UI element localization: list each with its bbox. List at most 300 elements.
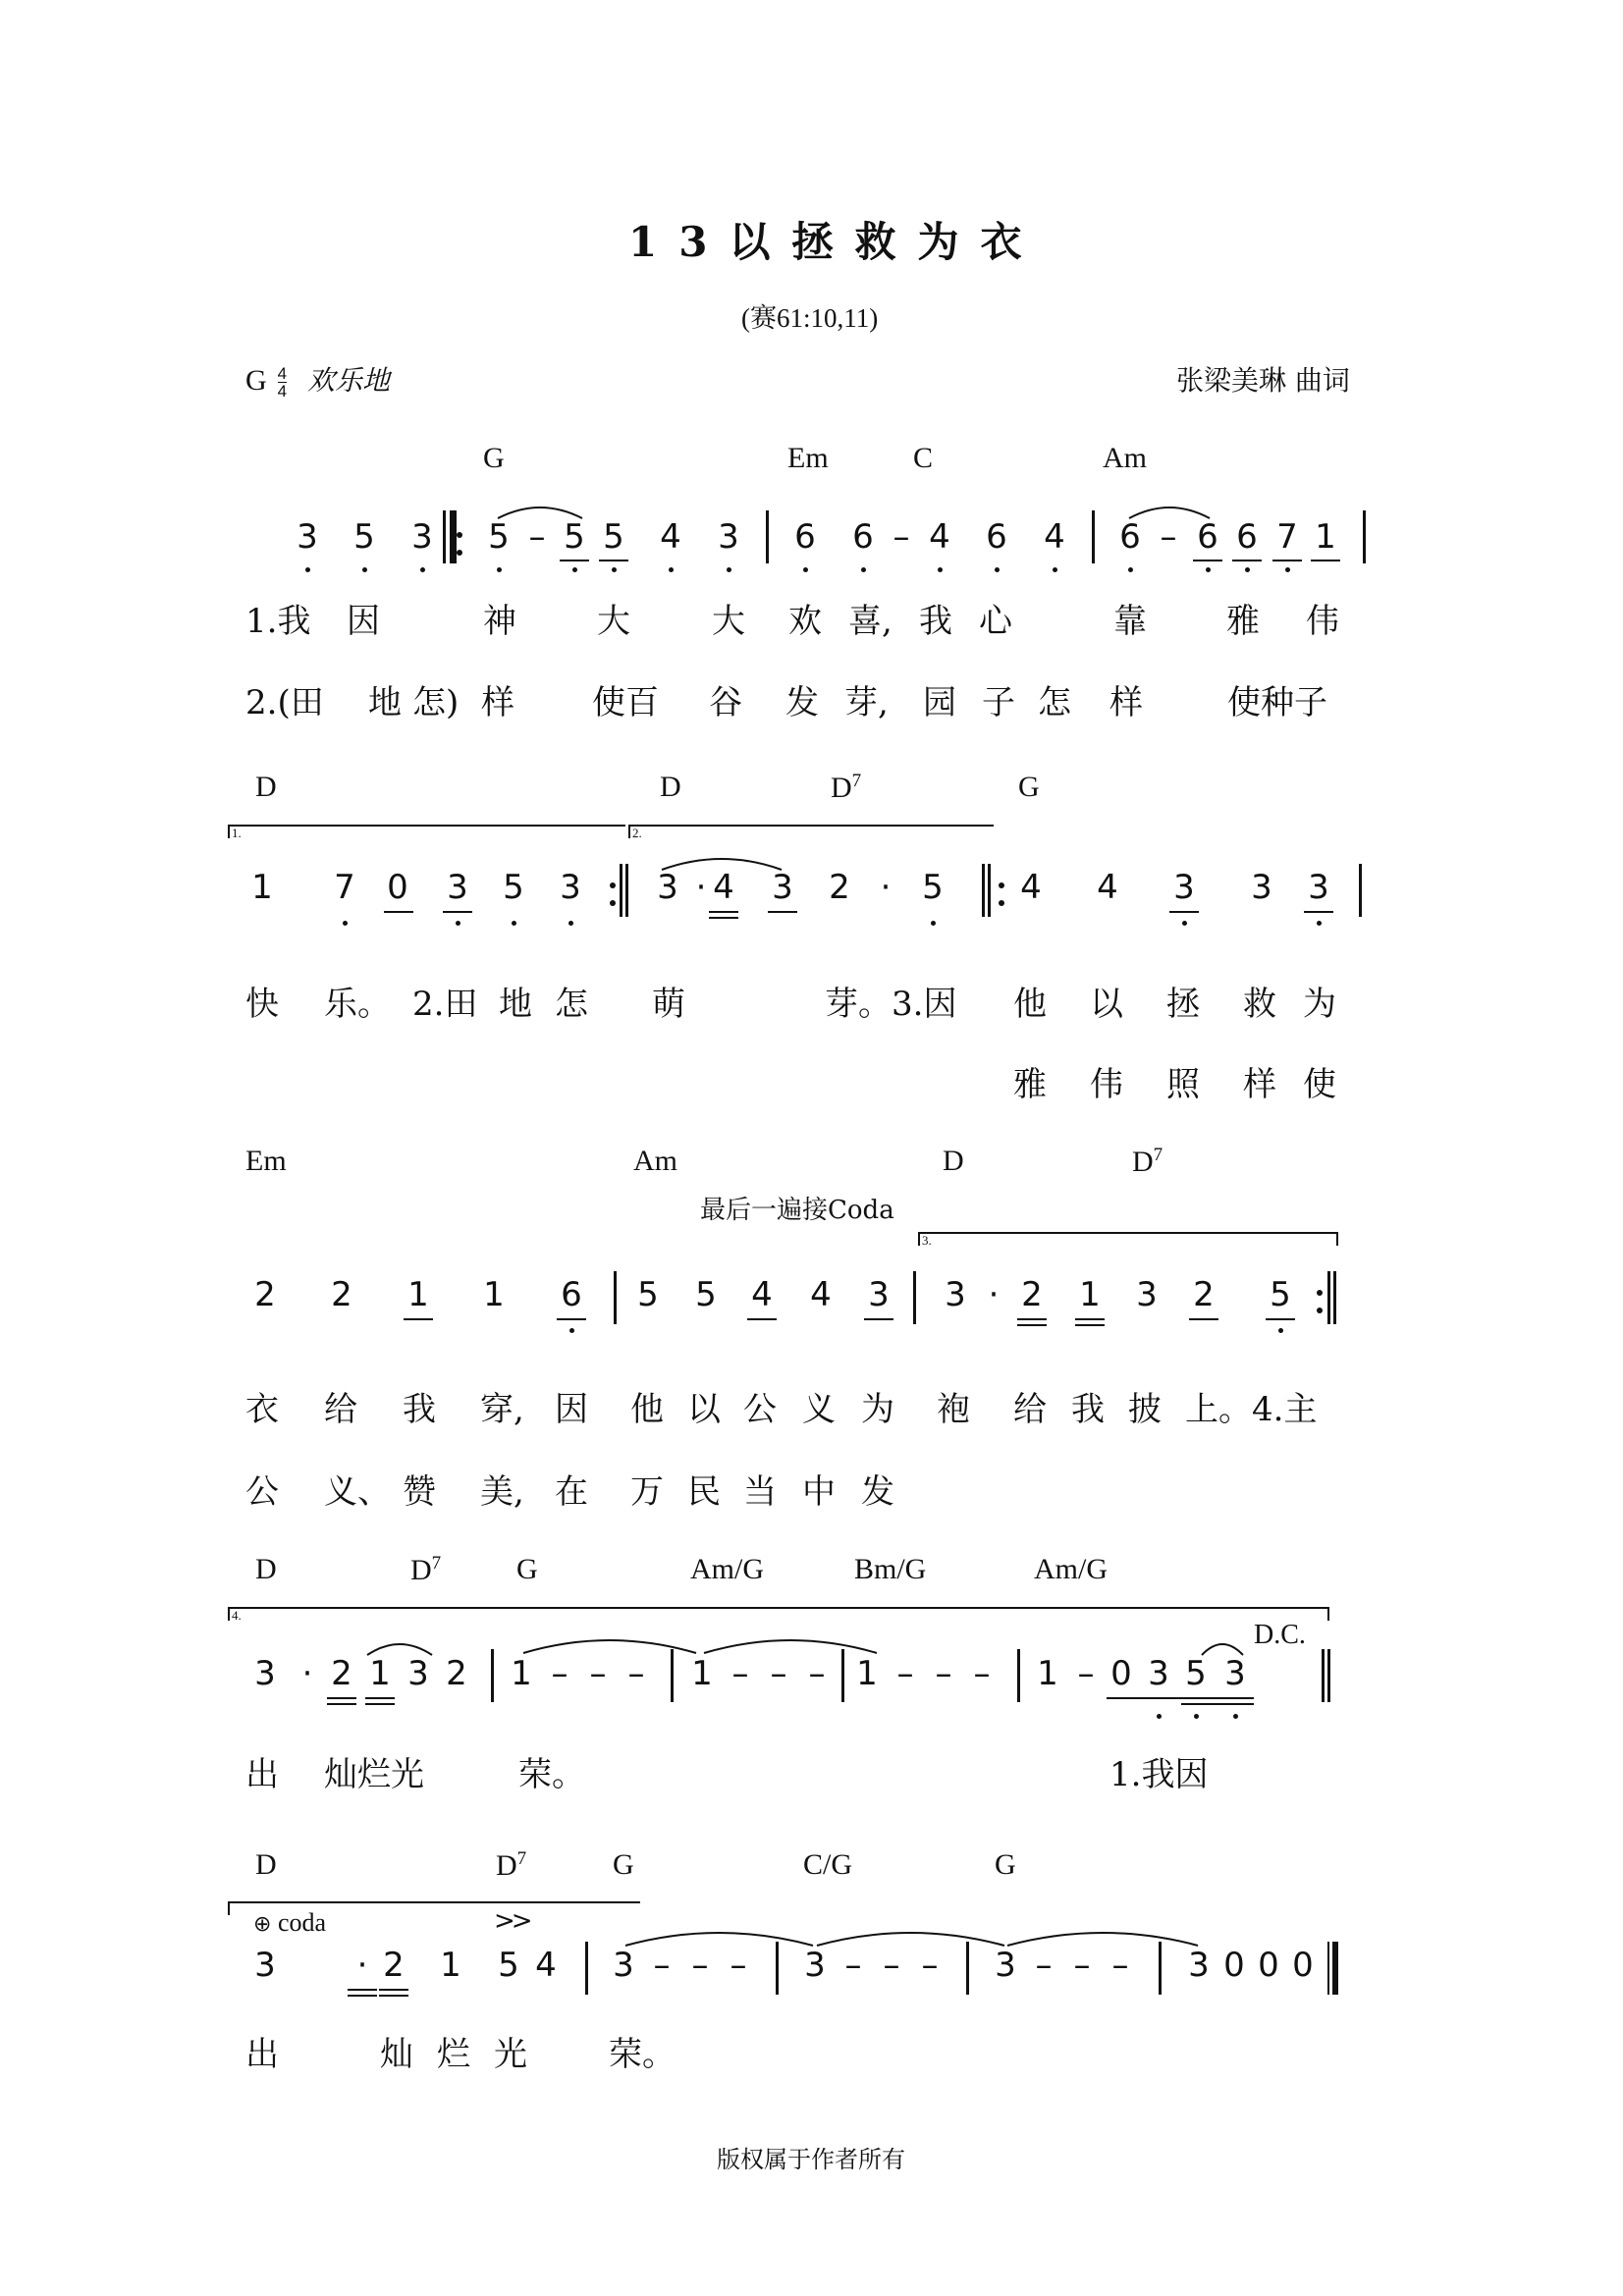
octave-dot [420,567,425,572]
underline [1017,1324,1047,1326]
time-signature [278,365,287,400]
chord-symbol [831,771,861,805]
lyric-syllable: 快 [245,985,279,1024]
coda-label [253,1908,326,1938]
note: 5 [503,868,524,907]
note: 6 [1119,517,1141,557]
lyric-syllable: 义 [802,1390,836,1429]
lyric-syllable: 2.田 [412,985,478,1024]
note: 0 [387,868,408,907]
bar-line [1159,1942,1162,1995]
note: 2 [254,1275,276,1314]
note: – [528,517,546,557]
octave-dot [803,567,808,572]
note: 3 [718,517,739,557]
note: 3 [254,1654,276,1693]
lyric-line-1 [0,594,1623,643]
note: 2 [829,868,850,907]
underline [379,1995,408,1997]
note: 1 [856,1654,878,1693]
lyric-syllable: 使百 [592,683,659,722]
lyric-syllable: 给 [1013,1390,1047,1429]
coda-bracket [228,1901,640,1903]
copyright-footer: 版权属于作者所有 [717,2146,905,2173]
lyric-syllable: 给 [324,1390,357,1429]
octave-dot [568,921,573,926]
chord-symbol [496,1848,526,1883]
lyric-line-1 [0,1747,1623,1796]
lyric-syllable: 地 [368,683,402,722]
note: 1 [483,1275,505,1314]
note: 0 [1223,1946,1245,1985]
lyric-syllable: 因 [555,1390,588,1429]
note: 1 [407,1275,429,1314]
octave-dot [362,567,367,572]
note: 3 [1173,868,1195,907]
chord-extension: 7 [1153,1145,1163,1165]
note: · [301,1654,313,1693]
note: 1 [1315,517,1336,557]
repeat-dots [999,871,1004,910]
lyric-syllable: 园 [923,683,956,722]
lyric-line-2 [0,1465,1623,1514]
note: 5 [922,868,944,907]
note: 5 [637,1275,659,1314]
lyric-syllable: 芽, [844,683,889,722]
chord-extension: 7 [516,1848,527,1869]
da-capo-marking: D.C. [1254,1620,1306,1650]
scripture-reference: (赛61:10,11) [741,303,879,333]
chord-symbol: Em [245,1145,287,1177]
lyric-syllable: 民 [687,1472,721,1512]
chord-symbol: G [483,442,505,474]
note: – [1111,1946,1129,1985]
lyric-syllable: 大 [712,602,745,641]
lyric-syllable: 地 [499,985,532,1024]
note: – [893,517,910,557]
underline [864,1318,893,1320]
lyric-syllable: 烂 [437,2035,470,2074]
note: – [844,1946,862,1985]
chord-symbol: Am [633,1145,677,1177]
note: – [1077,1654,1095,1693]
octave-dot [931,921,936,926]
note: – [921,1946,939,1985]
chord-symbol: D [943,1145,964,1177]
octave-dot [1317,921,1322,926]
note: 4 [929,517,950,557]
note: 4 [1020,868,1042,907]
lyric-syllable: 样 [1243,1065,1276,1104]
note: 3 [1224,1654,1246,1693]
volta-bracket-2 [628,825,994,840]
lyric-syllable: 雅 [1013,1065,1047,1104]
bar-line [1359,864,1362,917]
octave-dot [612,567,617,572]
lyric-syllable: 美, [480,1472,524,1512]
note: 5 [603,517,624,557]
lyric-syllable: 灿烂光 [324,1755,424,1794]
lyric-syllable: 在 [555,1472,588,1512]
lyric-syllable: 救 [1243,985,1276,1024]
note: – [731,1654,749,1693]
lyric-syllable: 荣。 [609,2035,676,2074]
note: 3 [613,1946,634,1985]
lyric-syllable: 灿 [380,2035,413,2074]
lyric-syllable: 我 [1071,1390,1105,1429]
lyric-syllable: 赞 [403,1472,436,1512]
note: 3 [447,868,468,907]
time-top: 4 [277,364,288,383]
note: – [653,1946,671,1985]
bar-line [1017,1649,1020,1702]
note: 5 [353,517,375,557]
chord-symbol: G [613,1848,634,1881]
chord-symbol: Em [787,442,829,474]
lyric-syllable: 怎 [1038,683,1071,722]
lyric-syllable: 公 [743,1390,777,1429]
note: 1 [1079,1275,1101,1314]
volta-number: 4. [232,1608,242,1623]
note: 3 [1251,868,1272,907]
bar-line [841,1649,844,1702]
underline [443,911,472,913]
octave-dot [572,567,577,572]
octave-dot [512,921,516,926]
note: 6 [1236,517,1258,557]
note: 4 [660,517,681,557]
final-bar [1327,1942,1338,1995]
note: 3 [1308,868,1329,907]
lyric-syllable: 怎 [555,985,588,1024]
chord-symbol: D [255,1848,277,1881]
chord-symbol: Am/G [1034,1553,1108,1585]
lyric-syllable: 萌 [652,985,685,1024]
lyric-syllable: 怎) [412,683,460,722]
note: – [730,1946,747,1985]
lyric-syllable: 为 [1303,985,1336,1024]
lyric-syllable: 芽。3.因 [825,985,957,1024]
note: 3 [297,517,318,557]
repeat-end-bar [620,864,628,917]
note: 1 [369,1654,391,1693]
note: – [551,1654,568,1693]
note: 1 [440,1946,461,1985]
bar-line [450,510,457,563]
key-signature [245,359,390,400]
tie-arc [1005,1926,1200,1948]
lyric-syllable: 子 [982,683,1015,722]
lyric-syllable: 心 [979,602,1012,641]
underline [1189,1318,1218,1320]
bar-line [1092,510,1095,563]
final-double-bar [1322,1649,1330,1702]
notation-row [0,1946,1623,2007]
octave-dot [1245,567,1250,572]
lyric-syllable: 样 [1109,683,1143,722]
note: 2 [1193,1275,1215,1314]
note: 3 [254,1946,276,1985]
note: · [695,868,707,907]
lyric-syllable: 1.我因 [1109,1755,1209,1794]
lyric-syllable: 披 [1128,1390,1162,1429]
tie-arc [496,501,584,520]
note: 6 [1197,517,1218,557]
accent-icon: > [494,1906,512,1936]
repeat-end-bar [982,864,991,917]
chord-symbol: D [255,1553,277,1585]
lyric-syllable: 为 [861,1390,894,1429]
note: 0 [1110,1654,1132,1693]
underline [1075,1324,1105,1326]
lyric-syllable: 袍 [937,1390,970,1429]
bar-line [966,1942,969,1995]
accent-marks [494,1906,529,1936]
underline [379,1989,408,1991]
bar-line [671,1649,674,1702]
underline [1266,1318,1295,1320]
volta-bracket-3 [918,1232,1338,1248]
underline [599,560,628,561]
lyric-syllable: 荣。 [518,1755,585,1794]
lyric-syllable: 因 [347,602,380,641]
tie-arc [1127,501,1212,520]
lyric-syllable: 义、 [324,1472,391,1512]
chord-extension: 7 [431,1553,442,1574]
octave-dot [1285,567,1290,572]
lyric-line-2 [0,675,1623,724]
note: 2 [331,1654,352,1693]
underline [327,1703,356,1705]
note: 6 [561,1275,582,1314]
lyric-syllable: 以 [1090,985,1123,1024]
lyric-syllable: 中 [802,1472,836,1512]
lyric-syllable: 我 [919,602,952,641]
volta-number: 2. [632,826,642,840]
chord-root: D [831,772,852,804]
chord-symbol [410,1553,441,1587]
note: · [988,1275,1000,1314]
underline [1017,1318,1047,1320]
lyric-syllable: 当 [743,1472,777,1512]
octave-dot [1053,567,1057,572]
note: 4 [1097,868,1118,907]
lyric-syllable: 他 [1013,985,1047,1024]
lyric-syllable: 以 [687,1390,721,1429]
volta-number: 3. [922,1233,932,1248]
lyric-syllable: 使种子 [1227,683,1327,722]
note: 3 [1188,1946,1210,1985]
underline [709,917,738,919]
note: 1 [1037,1654,1058,1693]
tie-arc [521,1633,698,1655]
bar-line [614,1271,617,1324]
note: 7 [1276,517,1298,557]
lyric-syllable: 发 [861,1472,894,1512]
lyric-syllable: 我 [403,1390,436,1429]
note: 6 [794,517,816,557]
note: 2 [446,1654,467,1693]
octave-dot [1206,567,1211,572]
lyric-syllable: 使 [1303,1065,1336,1104]
note: 4 [713,868,734,907]
underline [1107,1697,1254,1699]
note: – [770,1654,787,1693]
underline [709,911,738,913]
lyric-syllable: 发 [785,683,819,722]
note: 1 [251,868,273,907]
note: 0 [1258,1946,1279,1985]
tie-arc [1200,1637,1245,1657]
bar-line [1363,510,1366,563]
bar-line [766,510,769,563]
lyric-syllable: 伟 [1306,602,1339,641]
octave-dot [861,567,866,572]
note: 7 [334,868,355,907]
underline [327,1697,356,1699]
repeat-dots [1317,1278,1323,1317]
note: – [883,1946,900,1985]
lyric-syllable: 照 [1166,1065,1200,1104]
underline [557,1318,586,1320]
lyric-syllable: 他 [630,1390,664,1429]
note: 3 [657,868,678,907]
chord-symbol: Am [1103,442,1147,474]
coda-text: coda [277,1908,327,1937]
chord-root: D [496,1849,517,1882]
chord-root: D [410,1554,432,1586]
underline [1181,1703,1254,1705]
lyric-syllable: 穿, [480,1390,524,1429]
note: 1 [691,1654,713,1693]
chord-symbol: D [660,771,681,803]
lyric-syllable: 1.我 [245,602,311,641]
chord-symbol: Am/G [690,1553,764,1585]
note: – [691,1946,709,1985]
note: – [1160,517,1177,557]
note: 3 [407,1654,429,1693]
bar-line [491,1649,494,1702]
tempo-marking: 欢乐地 [306,364,390,397]
underline [348,1995,377,1997]
lyric-syllable: 万 [630,1472,664,1512]
notation-row [0,868,1623,930]
underline [747,1318,777,1320]
note: 5 [1270,1275,1291,1314]
note: 5 [564,517,585,557]
underline [365,1703,395,1705]
coda-instruction: 最后一遍接Coda [700,1196,894,1225]
note: – [1035,1946,1053,1985]
underline [1304,911,1333,913]
note: – [973,1654,991,1693]
underline [1232,560,1262,561]
note: 3 [945,1275,966,1314]
underline [1193,560,1222,561]
note: 3 [411,517,433,557]
note: 4 [535,1946,557,1985]
underline [384,911,413,913]
note: – [935,1654,952,1693]
lyric-syllable: 乐。 [324,985,391,1024]
lyric-syllable: 谷 [709,683,742,722]
underline [560,560,589,561]
chord-symbol: C/G [803,1848,853,1881]
underline [1075,1318,1105,1320]
tie-arc [365,1637,434,1657]
accent-icon: > [511,1906,529,1936]
note: 3 [868,1275,890,1314]
volta-bracket-1 [228,825,625,840]
chord-extension: 7 [851,771,862,791]
tie-arc [702,1633,879,1655]
note: 2 [1021,1275,1043,1314]
bar-line [913,1271,916,1324]
notation-row [0,1654,1623,1716]
lyric-syllable: 出 [245,2035,279,2074]
note: 6 [852,517,874,557]
lyric-syllable: 雅 [1226,602,1260,641]
bar-line [585,1942,588,1995]
underline [348,1989,377,1991]
note: 5 [488,517,510,557]
chord-symbol: C [913,442,934,474]
note: – [627,1654,645,1693]
note: 3 [1136,1275,1158,1314]
time-bottom: 4 [277,382,288,400]
chord-symbol: G [516,1553,538,1585]
tie-arc [623,1926,815,1948]
coda-icon: ⊕ [253,1912,272,1937]
octave-dot [343,921,348,926]
underline [1169,911,1199,913]
lyric-syllable: 大 [597,602,630,641]
octave-dot [1128,567,1133,572]
note: · [356,1946,368,1985]
note: – [1073,1946,1091,1985]
lyric-line-2 [0,1057,1623,1106]
octave-dot [305,567,310,572]
octave-dot [1182,921,1187,926]
octave-dot [995,567,1000,572]
lyric-syllable: 伟 [1090,1065,1123,1104]
octave-dot [497,567,502,572]
chord-symbol: G [1018,771,1040,803]
note: 2 [331,1275,352,1314]
octave-dot [1194,1714,1199,1719]
octave-dot [727,567,731,572]
note: 3 [772,868,793,907]
lyric-syllable: 2.(田 [245,683,324,722]
octave-dot [1278,1328,1283,1333]
lyric-syllable: 样 [481,683,514,722]
chord-symbol: D [255,771,277,803]
note: 5 [695,1275,717,1314]
octave-dot [669,567,674,572]
note: 3 [560,868,581,907]
note: 3 [995,1946,1016,1985]
note: 2 [383,1946,405,1985]
octave-dot [569,1328,574,1333]
octave-dot [938,567,943,572]
note: 4 [751,1275,773,1314]
lyric-syllable: 欢 [788,602,822,641]
bar-line [776,1942,779,1995]
repeat-dots [610,871,616,910]
note: · [880,868,892,907]
lyric-syllable: 衣 [245,1390,279,1429]
lyric-line-1 [0,1382,1623,1431]
